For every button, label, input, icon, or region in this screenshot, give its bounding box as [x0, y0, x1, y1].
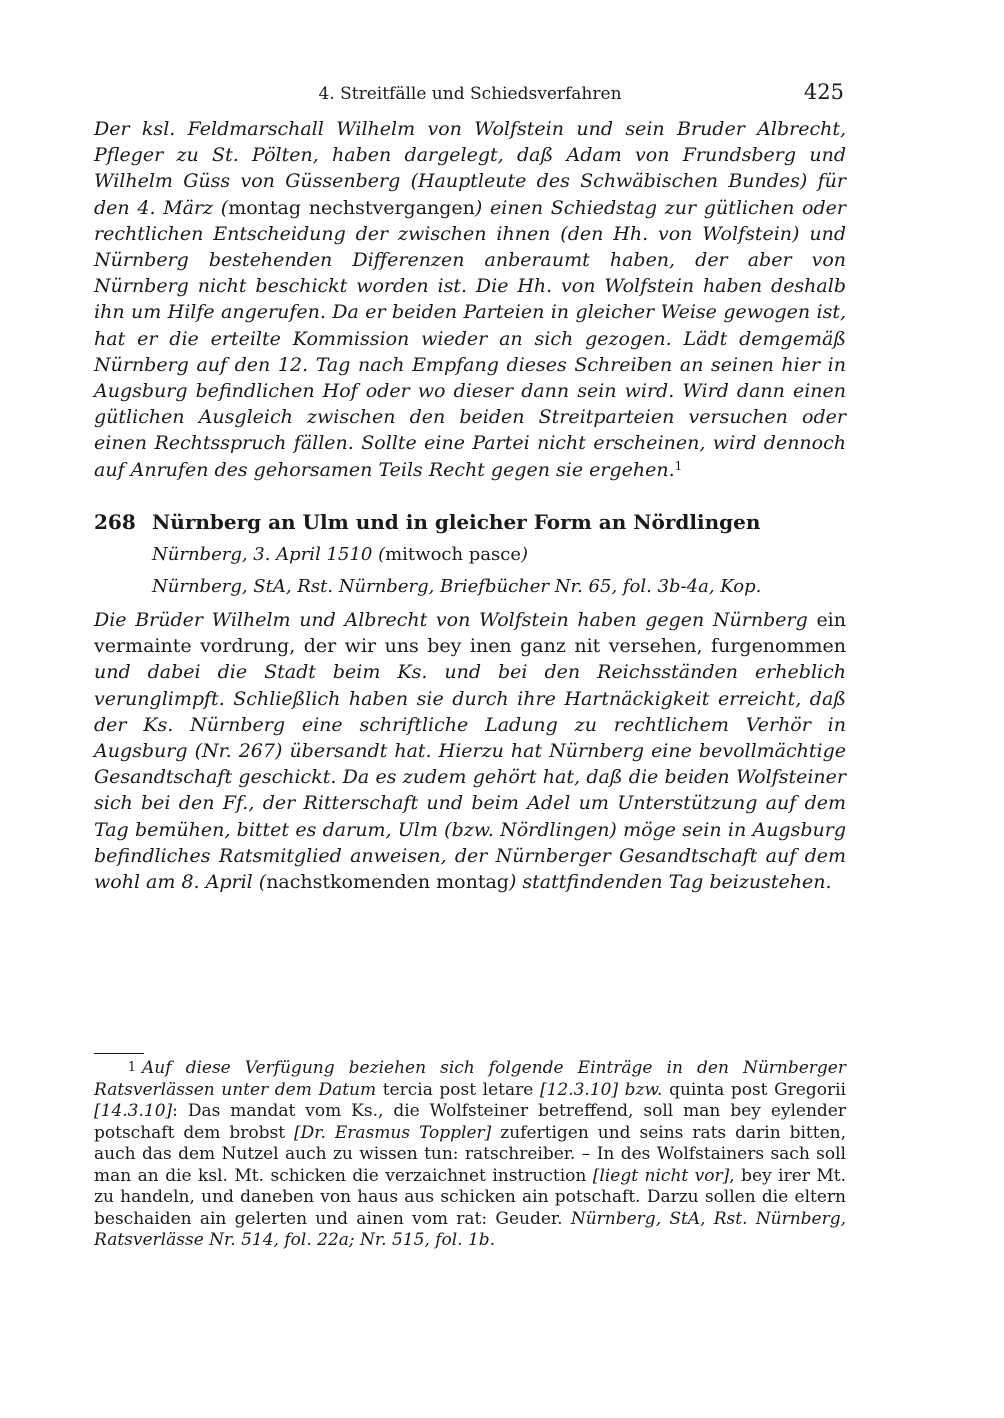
page-number: 425: [803, 80, 844, 104]
document-page: [94, 0, 846, 1418]
document-heading: [94, 510, 846, 534]
document-date: [152, 544, 846, 565]
footnote-quote-5: , bey irer Mt. zu handeln, und daneben von haus aus schicken ain potschaft. Darzu sollen die eltern beschaiden ain gelerten und ainen vom rat: Geuder.: [94, 1165, 847, 1229]
footnote-text-1: Auf diese Verfügung beziehen sich folgende Einträge in den Nürnberger Ratsverlässen unter dem Datum: [94, 1058, 846, 1100]
footnote-editorial-2: [liegt nicht vor]: [592, 1165, 730, 1186]
regest-267-text-2: ) einen Schiedstag zur gütlichen oder rechtlichen Entscheidung der zwischen ihnen (den Hh. von Wolfstein) und Nürnberg bestehenden Differenzen anberaumt haben, der aber von Nürnberg nicht beschickt worden ist. Die Hh. von Wolfstein haben deshalb ihn um Hilfe angerufen. Da er beiden Parteien in gleicher Weise gewogen ist, hat er die erteilte Kommission wieder an sich gezogen. Lädt demgemäß Nürnberg auf den 12. Tag nach Empfang dieses Schreiben an seinen hier in Augsburg befindlichen Hof oder wo dieser dann sein wird. Wird dann einen gütlichen Ausgleich zwischen den beiden Streitparteien versuchen oder einen Rechtsspruch fällen. Sollte eine Partei nicht erscheinen, wird dennoch auf Anrufen des gehorsamen Teils Recht gegen sie ergehen.: [94, 196, 846, 481]
running-head: [94, 80, 846, 110]
footnote-quote-2: quinta post Gregorii: [669, 1079, 846, 1100]
document-title: Nürnberg an Ulm und in gleicher Form an Nördlingen: [152, 510, 761, 534]
footnote-source: Nürnberg, StA, Rst. Nürnberg, Ratsverlässe Nr. 514, fol. 22a; Nr. 515, fol. 1b.: [94, 1208, 847, 1250]
regest-268: [94, 607, 846, 895]
regest-268-text-3: ) stattfindenden Tag beizustehen.: [508, 871, 832, 894]
regest-267: [94, 116, 846, 483]
footnote-date-2: [14.3.10]: [94, 1101, 173, 1121]
footnote-1: [94, 1057, 846, 1252]
document-source: Nürnberg, StA, Rst. Nürnberg, Briefbücher Nr. 65, fol. 3b-4a, Kop.: [152, 576, 762, 597]
footnote-quote-3: : Das mandat vom Ks., die Wolfsteiner betreffend, soll man bey eylender potschaft dem brobst: [94, 1101, 846, 1143]
date-prefix: Nürnberg, 3. April 1510 (: [152, 544, 386, 565]
date-suffix: ): [521, 544, 529, 565]
regest-268-text-1: Die Brüder Wilhelm und Albrecht von Wolfstein haben gegen Nürnberg: [94, 609, 808, 631]
running-title: 4. Streitfälle und Schiedsverfahren: [318, 84, 622, 104]
footnote-quote-1: tercia post letare: [382, 1079, 534, 1100]
regest-268-text-2: und dabei die Stadt beim Ks. und bei den Reichsständen erheblich verunglimpft. Schließlich haben sie durch ihre Hartnäckigkeit erreicht, daß der Ks. Nürnberg eine schriftliche Ladung zu rechtlichem Verhör in Augsburg (Nr. 267) übersandt hat. Hierzu hat Nürnberg eine bevollmächtige Gesandtschaft geschickt. Da es zudem gehört hat, daß die beiden Wolfsteiner sich bei den Ff., der Ritterschaft und beim Adel um Unterstützung auf dem Tag bemühen, bittet es darum, Ulm (bzw. Nördlingen) möge sein in Augsburg befindliches Ratsmitglied anweisen, der Nürnberger Gesandtschaft auf dem wohl am 8. April (: [94, 661, 846, 894]
date-quote: mitwoch pasce: [385, 544, 522, 565]
regest-268-quote-2: nachstkomenden montag: [266, 871, 509, 894]
footnote-date-1: [12.3.10] bzw.: [539, 1079, 663, 1100]
regest-268-quote-1: ein vermainte vordrung, der wir uns bey inen ganz nit versehen, furgenommen: [94, 609, 846, 658]
footnote-reference[interactable]: 1: [674, 458, 683, 473]
regest-267-quote: montag nechstvergangen: [228, 196, 475, 219]
regest-267-text-1: Der ksl. Feldmarschall Wilhelm von Wolfstein und sein Bruder Albrecht, Pfleger zu St. Pölten, haben dargelegt, daß Adam von Frundsberg und Wilhelm Güss von Güssenberg (Hauptleute des Schwäbischen Bundes) für den 4. März (: [94, 118, 846, 219]
footnote-mark: 1: [127, 1060, 136, 1075]
footnote-quote-4: zufertigen und seins rats darin bitten, auch das dem Nutzel auch zu wissen tun: ratschreiber. – In des Wolfstainers sach soll man an die ksl. Mt. schicken die verzaichnet instruction: [94, 1122, 846, 1186]
footnote-editorial-1: [Dr. Erasmus Toppler]: [294, 1122, 492, 1143]
footnote-separator: [94, 1053, 144, 1054]
document-number: 268: [94, 510, 136, 534]
